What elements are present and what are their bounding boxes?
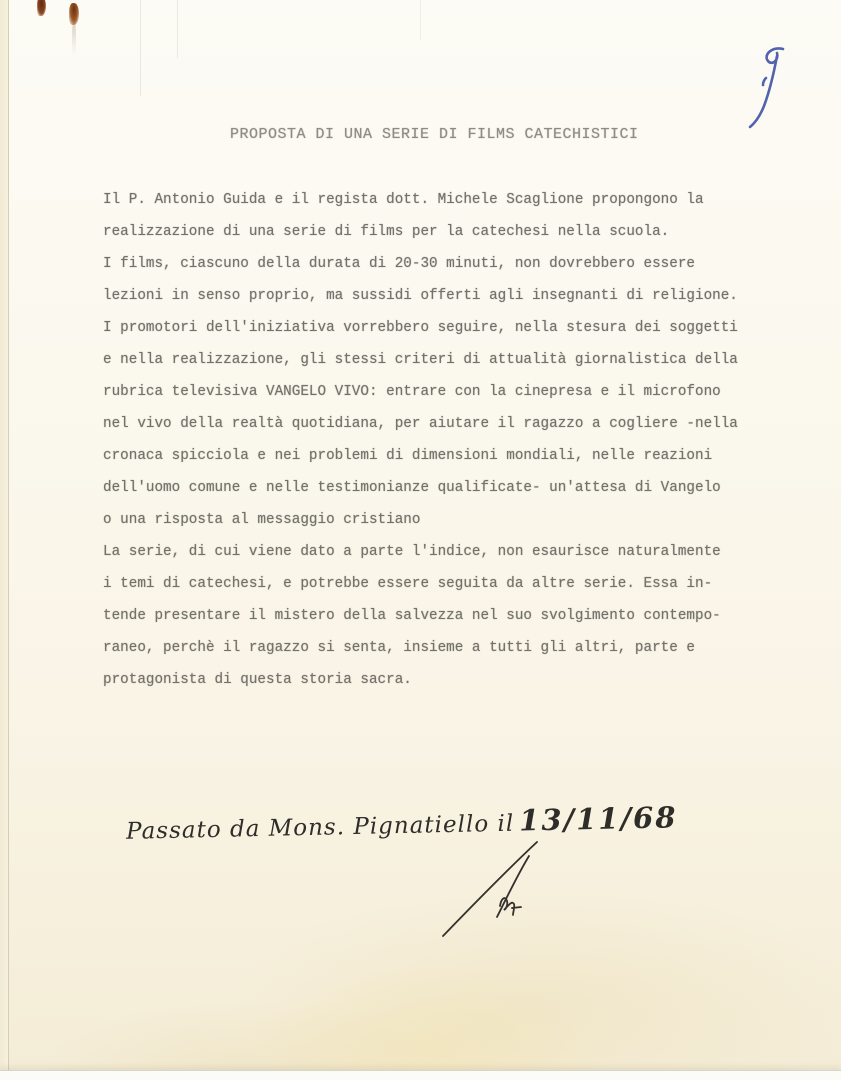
handwritten-note-text: Passato da Mons. Pignatiello il	[125, 810, 515, 845]
typed-line: lezioni in senso proprio, ma sussidi offerti agli insegnanti di religione.	[103, 288, 738, 304]
fold-crease	[177, 0, 178, 58]
typed-line: realizzazione di una serie di films per la catechesi nella scuola.	[103, 224, 670, 240]
fold-crease	[420, 0, 421, 40]
typed-line: dell'uomo comune e nelle testimonianze qualificate- un'attesa di Vangelo	[103, 480, 721, 496]
typed-line: tende presentare il mistero della salvezza nel suo svolgimento contempo-	[103, 608, 721, 624]
typed-line: e nella realizzazione, gli stessi criteri di attualità giornalistica della	[103, 352, 738, 368]
blue-ink-initial-mark	[750, 48, 783, 127]
rust-stain-drip	[72, 22, 76, 56]
typed-line: o una risposta al messaggio cristiano	[103, 512, 421, 528]
handwritten-signature-initials	[443, 842, 537, 936]
rust-stain	[37, 0, 46, 16]
typed-line: raneo, perchè il ragazzo si senta, insieme a tutti gli altri, parte e	[103, 640, 695, 656]
paper-bottom-edge	[0, 1070, 841, 1080]
typed-line: rubrica televisiva VANGELO VIVO: entrare con la cinepresa e il microfono	[103, 384, 721, 400]
typed-line: I promotori dell'iniziativa vorrebbero seguire, nella stesura dei soggetti	[103, 320, 738, 336]
typed-line: La serie, di cui viene dato a parte l'indice, non esaurisce naturalmente	[103, 544, 721, 560]
typed-line: Il P. Antonio Guida e il regista dott. Michele Scaglione propongono la	[103, 192, 704, 208]
handwritten-note-date: 13/11/68	[518, 800, 678, 838]
typed-line: i temi di catechesi, e potrebbe essere seguita da altre serie. Essa in-	[103, 576, 713, 592]
document-title: PROPOSTA DI UNA SERIE DI FILMS CATECHISTICI	[230, 126, 639, 143]
typed-line: nel vivo della realtà quotidiana, per aiutare il ragazzo a cogliere -nella	[103, 416, 738, 432]
typed-line: cronaca spicciola e nei problemi di dimensioni mondiali, nelle reazioni	[103, 448, 713, 464]
typed-line: protagonista di questa storia sacra.	[103, 672, 412, 688]
typed-line: I films, ciascuno della durata di 20-30 minuti, non dovrebbero essere	[103, 256, 695, 272]
handwritten-note	[126, 800, 678, 846]
typed-body	[103, 184, 738, 696]
fold-crease	[140, 0, 141, 96]
paper-left-edge	[0, 0, 9, 1080]
